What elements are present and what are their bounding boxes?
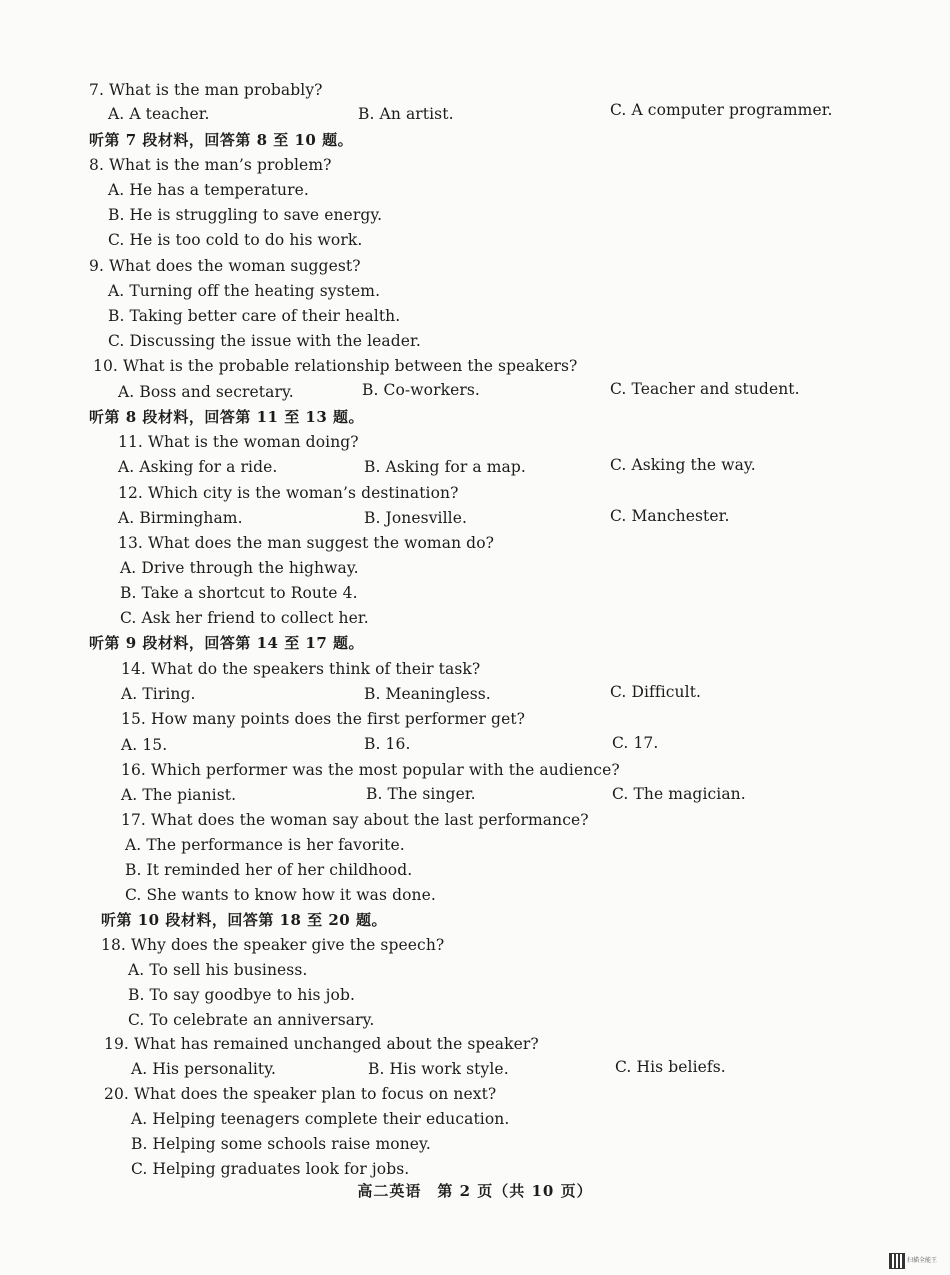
- question-16-option-c: C. The magician.: [612, 785, 746, 803]
- question-13-stem: 13. What does the man suggest the woman do?: [118, 534, 495, 552]
- question-18-option-a: A. To sell his business.: [128, 961, 308, 979]
- question-9-option-b: B. Taking better care of their health.: [108, 307, 401, 325]
- question-16-stem: 16. Which performer was the most popular with the audience?: [121, 761, 620, 779]
- question-9-option-c: C. Discussing the issue with the leader.: [108, 332, 421, 350]
- question-11-option-a: A. Asking for a ride.: [118, 458, 278, 476]
- question-17-stem: 17. What does the woman say about the last performance?: [121, 811, 589, 829]
- question-7-option-b: B. An artist.: [358, 105, 454, 123]
- question-20-option-b: B. Helping some schools raise money.: [131, 1135, 431, 1153]
- section-heading-8: 听第 8 段材料，回答第 11 至 13 题。: [89, 408, 365, 426]
- question-14-option-b: B. Meaningless.: [364, 685, 491, 703]
- question-19-option-b: B. His work style.: [368, 1060, 509, 1078]
- question-13-option-a: A. Drive through the highway.: [120, 559, 359, 577]
- section-heading-7: 听第 7 段材料，回答第 8 至 10 题。: [89, 131, 354, 149]
- question-8-option-b: B. He is struggling to save energy.: [108, 206, 383, 224]
- question-8-option-a: A. He has a temperature.: [108, 181, 309, 199]
- question-10-option-a: A. Boss and secretary.: [118, 383, 294, 401]
- question-14-stem: 14. What do the speakers think of their task?: [121, 660, 481, 678]
- question-12-option-b: B. Jonesville.: [364, 509, 468, 527]
- question-10-option-b: B. Co-workers.: [362, 381, 480, 399]
- question-10-stem: 10. What is the probable relationship between the speakers?: [93, 357, 578, 375]
- question-11-option-b: B. Asking for a map.: [364, 458, 526, 476]
- question-9-option-a: A. Turning off the heating system.: [108, 282, 381, 300]
- question-16-option-b: B. The singer.: [366, 785, 476, 803]
- question-8-option-c: C. He is too cold to do his work.: [108, 231, 363, 249]
- question-20-stem: 20. What does the speaker plan to focus on next?: [104, 1085, 497, 1103]
- question-11-stem: 11. What is the woman doing?: [118, 433, 359, 451]
- question-18-option-b: B. To say goodbye to his job.: [128, 986, 355, 1004]
- question-13-option-b: B. Take a shortcut to Route 4.: [120, 584, 358, 602]
- question-16-option-a: A. The pianist.: [121, 786, 237, 804]
- question-12-stem: 12. Which city is the woman’s destination?: [118, 484, 459, 502]
- scanner-qr-icon: [889, 1253, 905, 1269]
- question-18-option-c: C. To celebrate an anniversary.: [128, 1011, 375, 1029]
- question-11-option-c: C. Asking the way.: [610, 456, 756, 474]
- question-20-option-c: C. Helping graduates look for jobs.: [131, 1160, 410, 1178]
- question-17-option-b: B. It reminded her of her childhood.: [125, 861, 413, 879]
- question-15-option-a: A. 15.: [121, 736, 168, 754]
- scanner-watermark: 扫描全能王: [907, 1257, 938, 1264]
- question-20-option-a: A. Helping teenagers complete their education.: [131, 1110, 510, 1128]
- question-15-stem: 15. How many points does the first performer get?: [121, 710, 526, 728]
- question-7-option-c: C. A computer programmer.: [610, 101, 833, 119]
- section-heading-9: 听第 9 段材料，回答第 14 至 17 题。: [89, 634, 365, 652]
- question-17-option-c: C. She wants to know how it was done.: [125, 886, 436, 904]
- question-7-stem: 7. What is the man probably?: [89, 81, 323, 99]
- question-15-option-c: C. 17.: [612, 734, 659, 752]
- question-17-option-a: A. The performance is her favorite.: [125, 836, 405, 854]
- page-footer: 高二英语 第 2 页（共 10 页）: [357, 1182, 593, 1200]
- question-19-option-c: C. His beliefs.: [615, 1058, 726, 1076]
- question-19-stem: 19. What has remained unchanged about the speaker?: [104, 1035, 539, 1053]
- question-10-option-c: C. Teacher and student.: [610, 380, 800, 398]
- section-heading-10: 听第 10 段材料，回答第 18 至 20 题。: [101, 911, 387, 929]
- question-7-option-a: A. A teacher.: [108, 105, 210, 123]
- question-13-option-c: C. Ask her friend to collect her.: [120, 609, 369, 627]
- question-19-option-a: A. His personality.: [131, 1060, 277, 1078]
- question-8-stem: 8. What is the man’s problem?: [89, 156, 332, 174]
- question-12-option-a: A. Birmingham.: [118, 509, 243, 527]
- question-18-stem: 18. Why does the speaker give the speech?: [101, 936, 445, 954]
- question-15-option-b: B. 16.: [364, 735, 411, 753]
- question-12-option-c: C. Manchester.: [610, 507, 730, 525]
- question-14-option-c: C. Difficult.: [610, 683, 702, 701]
- question-14-option-a: A. Tiring.: [121, 685, 196, 703]
- question-9-stem: 9. What does the woman suggest?: [89, 257, 361, 275]
